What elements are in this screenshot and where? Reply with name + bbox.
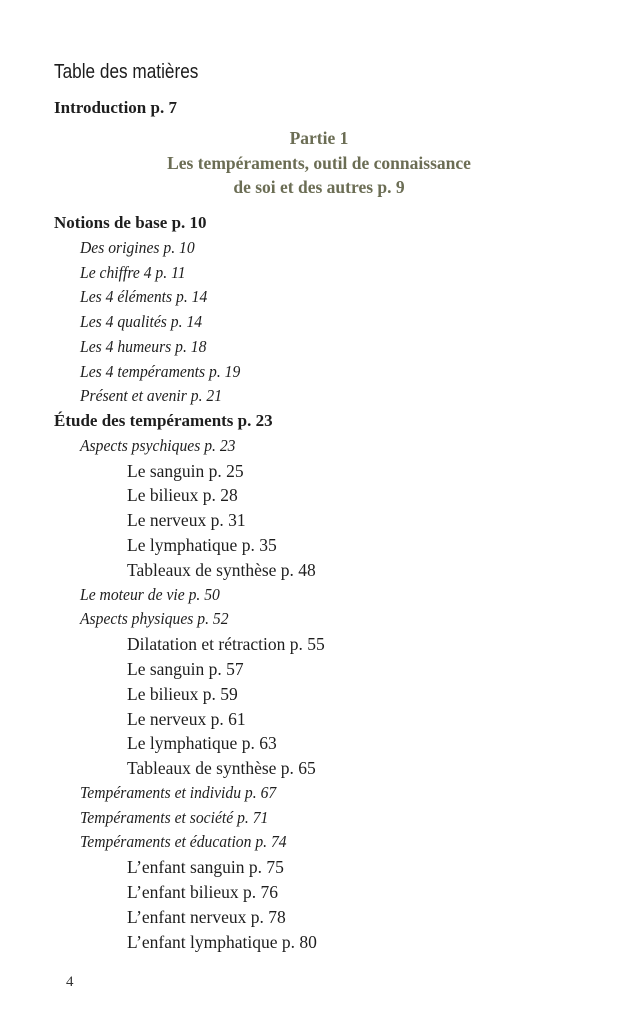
toc-entry-dilatation-et-retraction: Dilatation et rétraction p. 55 [127, 634, 325, 654]
toc-entry-le-chiffre-4: Le chiffre 4 p. 11 [80, 263, 186, 282]
toc-entry-present-et-avenir: Présent et avenir p. 21 [80, 386, 223, 405]
toc-entry-enfant-sanguin: L’enfant sanguin p. 75 [127, 857, 284, 877]
toc-entry-introduction: Introduction p. 7 [54, 98, 177, 117]
toc-entry-notions-de-base: Notions de base p. 10 [54, 213, 207, 232]
toc-entry-enfant-nerveux: L’enfant nerveux p. 78 [127, 907, 286, 927]
toc-entry-des-origines: Des origines p. 10 [80, 238, 195, 257]
page-number: 4 [66, 974, 74, 990]
toc-entry-le-lymphatique-physique: Le lymphatique p. 63 [127, 733, 277, 753]
toc-entry-enfant-bilieux: L’enfant bilieux p. 76 [127, 882, 278, 902]
toc-entry-tableaux-de-synthese: Tableaux de synthèse p. 48 [127, 560, 316, 580]
toc-entry-les-4-elements: Les 4 éléments p. 14 [80, 287, 208, 306]
page-title: Table des matières [54, 61, 199, 83]
toc-entry-aspects-psychiques: Aspects psychiques p. 23 [80, 436, 236, 455]
toc-entry-le-sanguin: Le sanguin p. 25 [127, 461, 244, 481]
toc-entry-aspects-physiques: Aspects physiques p. 52 [80, 609, 229, 628]
toc-entry-le-bilieux: Le bilieux p. 28 [127, 485, 238, 505]
toc-entry-temperaments-et-individu: Tempéraments et individu p. 67 [80, 783, 277, 802]
toc-entry-les-4-temperaments: Les 4 tempéraments p. 19 [80, 362, 241, 381]
toc-entry-les-4-qualites: Les 4 qualités p. 14 [80, 312, 203, 331]
toc-entry-temperaments-et-education: Tempéraments et éducation p. 74 [80, 832, 287, 851]
toc-entry-le-nerveux: Le nerveux p. 31 [127, 510, 246, 530]
toc-entry-etude-des-temperaments: Étude des tempéraments p. 23 [54, 411, 273, 430]
toc-entry-les-4-humeurs: Les 4 humeurs p. 18 [80, 337, 207, 356]
toc-entry-enfant-lymphatique: L’enfant lymphatique p. 80 [127, 932, 317, 952]
toc-entry-le-bilieux-physique: Le bilieux p. 59 [127, 684, 238, 704]
toc-entry-le-sanguin-physique: Le sanguin p. 57 [127, 659, 244, 679]
part-title-line-2: de soi et des autres p. 9 [233, 177, 405, 197]
toc-entry-temperaments-et-societe: Tempéraments et société p. 71 [80, 808, 269, 827]
toc-entry-le-moteur-de-vie: Le moteur de vie p. 50 [80, 585, 220, 604]
toc-entry-le-lymphatique: Le lymphatique p. 35 [127, 535, 277, 555]
toc-entry-le-nerveux-physique: Le nerveux p. 61 [127, 709, 246, 729]
toc-entry-tableaux-de-synthese-physique: Tableaux de synthèse p. 65 [127, 758, 316, 778]
part-label: Partie 1 [289, 128, 349, 148]
part-title-line-1: Les tempéraments, outil de connaissance [167, 152, 471, 173]
part-heading [54, 126, 584, 200]
